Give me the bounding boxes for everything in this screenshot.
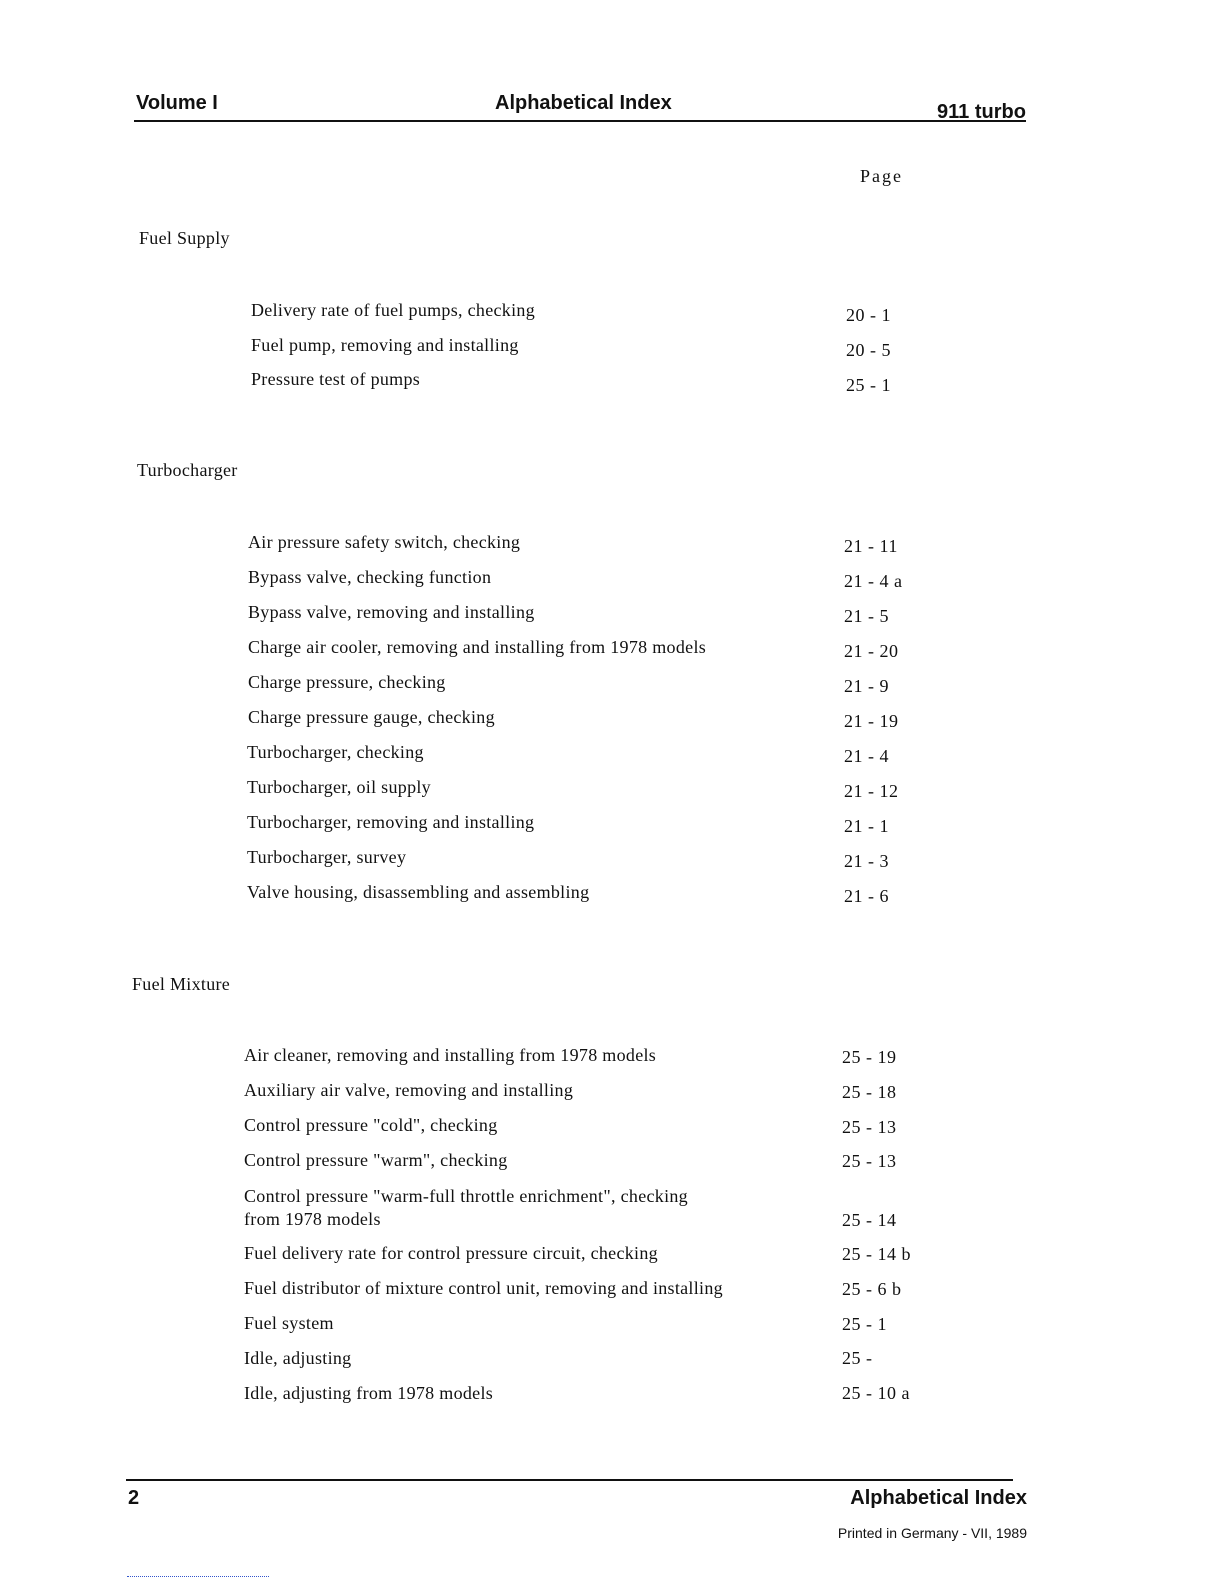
scan-artifact-line: [127, 1576, 269, 1577]
entry-page: 25 - 1: [842, 1314, 887, 1334]
entry-text: Control pressure "warm-full throttle enrichment", checking: [244, 1186, 688, 1206]
entry-page: 21 - 4: [844, 746, 889, 766]
footer-title: Alphabetical Index: [850, 1487, 1027, 1509]
header-model: 911 turbo: [937, 101, 1026, 123]
entry-text: Charge pressure, checking: [248, 672, 446, 692]
entry-text: Delivery rate of fuel pumps, checking: [251, 300, 535, 320]
entry-page: 21 - 20: [844, 641, 899, 661]
entry-text: Control pressure "cold", checking: [244, 1115, 498, 1135]
entry-text: Charge air cooler, removing and installing from 1978 models: [248, 637, 707, 657]
entry-text: Pressure test of pumps: [251, 369, 421, 389]
section-title-turbocharger: Turbocharger: [137, 460, 238, 480]
footer-page-number: 2: [128, 1487, 140, 1509]
header-title: Alphabetical Index: [495, 92, 672, 114]
header-rule: [134, 120, 1026, 122]
entry-text: Idle, adjusting: [244, 1348, 352, 1368]
entry-text: Turbocharger, oil supply: [247, 777, 431, 797]
entry-text: Valve housing, disassembling and assembling: [247, 882, 590, 902]
entry-text: Charge pressure gauge, checking: [248, 707, 495, 727]
entry-page: 21 - 12: [844, 781, 899, 801]
entry-text: Air pressure safety switch, checking: [248, 532, 521, 552]
entry-text-continued: from 1978 models: [244, 1209, 381, 1229]
footer-rule: [126, 1479, 1013, 1481]
entry-text: Fuel pump, removing and installing: [251, 335, 519, 355]
entry-page: 21 - 4 a: [844, 571, 903, 591]
entry-page: 21 - 9: [844, 676, 889, 696]
entry-page: 25 - 13: [842, 1117, 897, 1137]
entry-page: 25 - 14 b: [842, 1244, 911, 1264]
entry-text: Air cleaner, removing and installing from 1978 models: [244, 1045, 657, 1065]
section-title-fuel-supply: Fuel Supply: [139, 228, 230, 248]
entry-page: 25 - 13: [842, 1151, 897, 1171]
entry-page: 20 - 1: [846, 305, 891, 325]
entry-text: Fuel delivery rate for control pressure circuit, checking: [244, 1243, 658, 1263]
entry-text: Bypass valve, checking function: [248, 567, 492, 587]
entry-text: Auxiliary air valve, removing and installing: [244, 1080, 574, 1100]
header-volume: Volume I: [136, 92, 218, 114]
footer-printed-note: Printed in Germany - VII, 1989: [837, 1525, 1027, 1541]
entry-text: Idle, adjusting from 1978 models: [244, 1383, 494, 1403]
entry-page: 25 - 10 a: [842, 1383, 910, 1403]
entry-page: 21 - 3: [844, 851, 889, 871]
entry-page: 25 - 18: [842, 1082, 897, 1102]
entry-text: Bypass valve, removing and installing: [248, 602, 535, 622]
entry-page: 25 -: [842, 1348, 873, 1368]
entry-page: 25 - 14: [842, 1210, 897, 1230]
entry-page: 21 - 5: [844, 606, 889, 626]
entry-page: 25 - 1: [846, 375, 891, 395]
entry-page: 21 - 1: [844, 816, 889, 836]
entry-text: Turbocharger, removing and installing: [247, 812, 535, 832]
entry-page: 21 - 6: [844, 886, 889, 906]
page-column-label: Page: [860, 166, 903, 186]
entry-text: Turbocharger, checking: [247, 742, 424, 762]
entry-text: Fuel system: [244, 1313, 334, 1333]
entry-page: 21 - 11: [844, 536, 898, 556]
entry-page: 25 - 19: [842, 1047, 897, 1067]
entry-text: Control pressure "warm", checking: [244, 1150, 508, 1170]
entry-text: Turbocharger, survey: [247, 847, 407, 867]
entry-page: 21 - 19: [844, 711, 899, 731]
entry-page: 25 - 6 b: [842, 1279, 902, 1299]
entry-page: 20 - 5: [846, 340, 891, 360]
section-title-fuel-mixture: Fuel Mixture: [132, 974, 231, 994]
entry-text: Fuel distributor of mixture control unit, removing and installing: [244, 1278, 723, 1298]
